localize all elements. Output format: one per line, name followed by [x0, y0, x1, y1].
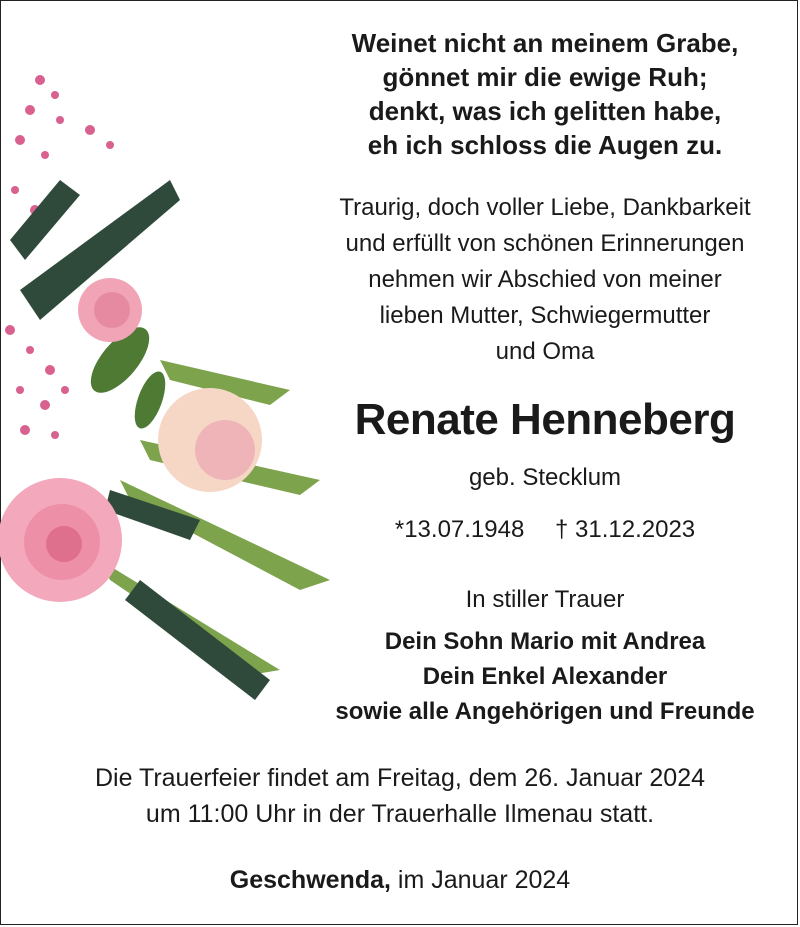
poem-line: denkt, was ich gelitten habe, [368, 96, 722, 126]
deceased-name: Renate Henneberg [354, 395, 736, 444]
family-line: Dein Enkel Alexander [422, 663, 668, 690]
birth-name: geb. Stecklum [468, 464, 622, 491]
birth-date: *13.07.1948 [394, 516, 525, 543]
farewell-line: lieben Mutter, Schwiegermutter [379, 302, 711, 329]
farewell-line: und erfüllt von schönen Erinnerungen [345, 230, 745, 257]
farewell-line: Traurig, doch voller Liebe, Dankbarkeit [339, 194, 751, 221]
place-date-line [0, 862, 800, 898]
death-date: † 31.12.2023 [555, 516, 696, 543]
poem-line: Weinet nicht an meinem Grabe, [351, 28, 739, 58]
funeral-line: um 11:00 Uhr in der Trauerhalle Ilmenau statt. [145, 800, 655, 828]
funeral-details [0, 760, 800, 832]
farewell-line: und Oma [495, 338, 595, 365]
town-name: Geschwenda, [229, 866, 391, 894]
family-line: Dein Sohn Mario mit Andrea [384, 628, 706, 655]
farewell-text [300, 190, 790, 370]
poem-verse [300, 26, 790, 162]
poem-line: gönnet mir die ewige Ruh; [382, 62, 708, 92]
family-line: sowie alle Angehörigen und Freunde [335, 698, 755, 725]
family-signatories [300, 624, 790, 729]
funeral-line: Die Trauerfeier findet am Freitag, dem 26. Januar 2024 [94, 764, 706, 792]
poem-line: eh ich schloss die Augen zu. [367, 130, 723, 160]
mourning-line: In stiller Trauer [465, 586, 625, 613]
notice-date: im Januar 2024 [390, 866, 571, 894]
life-dates [300, 512, 790, 548]
farewell-line: nehmen wir Abschied von meiner [368, 266, 722, 293]
